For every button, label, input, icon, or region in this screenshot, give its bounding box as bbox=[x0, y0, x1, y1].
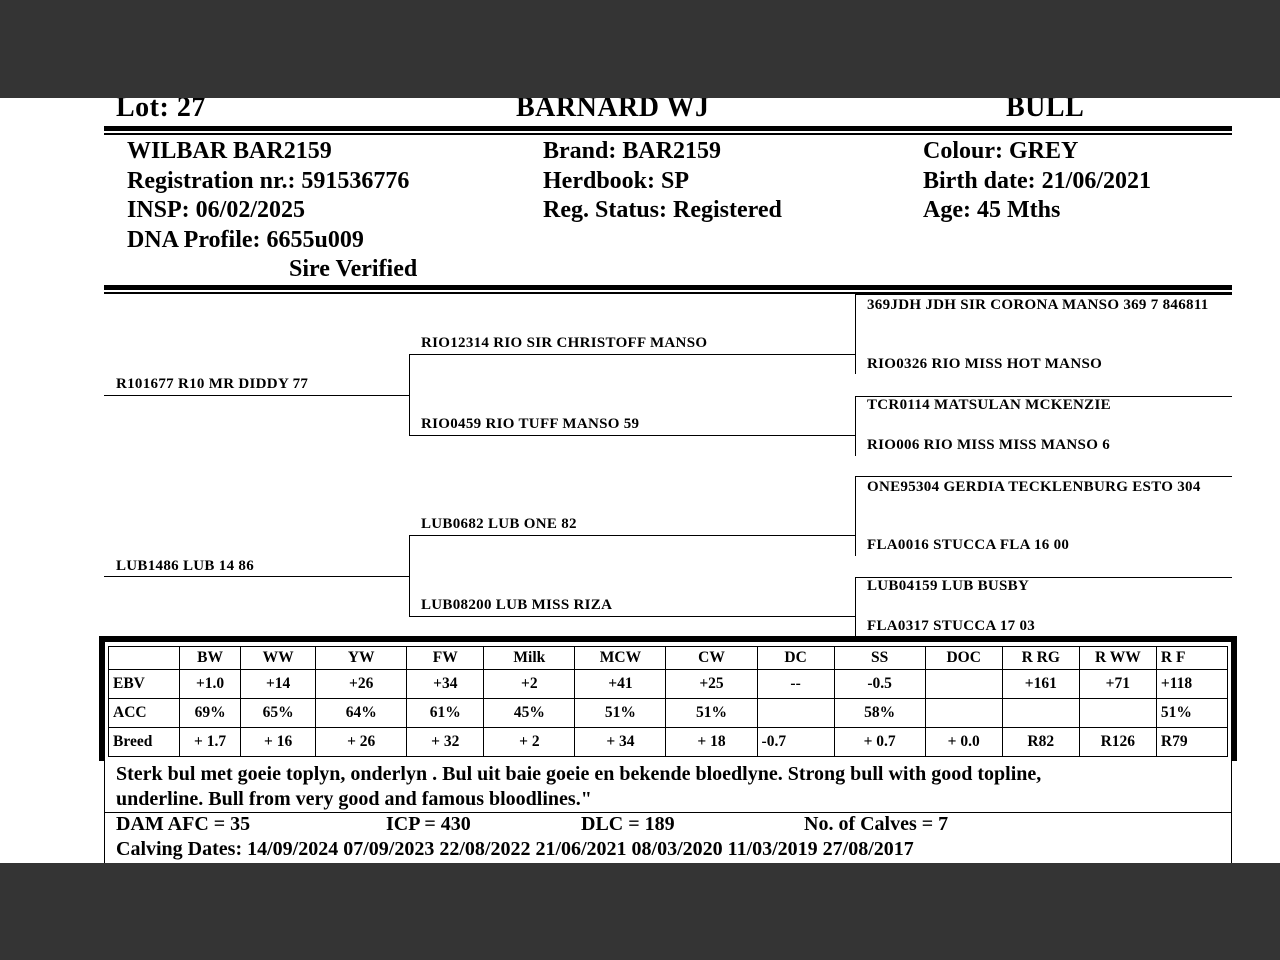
ebv-col-doc: DOC bbox=[925, 647, 1002, 670]
ebv-cell bbox=[1002, 699, 1079, 728]
pedigree-ggp-8: FLA0317 STUCCA 17 03 bbox=[867, 618, 1036, 634]
dam-afc: DAM AFC = 35 bbox=[116, 813, 251, 835]
pedigree-ggp-2: RIO0326 RIO MISS HOT MANSO bbox=[867, 356, 1103, 372]
calving-dates: Calving Dates: 14/09/2024 07/09/2023 22/08/2022 21/06/2021 08/03/2020 11/03/2019 27/08/2017 bbox=[116, 838, 914, 860]
pedigree-line bbox=[409, 535, 856, 536]
pedigree-line bbox=[855, 577, 856, 637]
header-rule-thick bbox=[104, 126, 1232, 131]
pedigree-line bbox=[409, 354, 856, 355]
pedigree-ggp-1: 369JDH JDH SIR CORONA MANSO 369 7 846811 bbox=[867, 297, 1209, 313]
ebv-cell: 51% bbox=[666, 699, 757, 728]
ebv-col-dc: DC bbox=[757, 647, 834, 670]
ebv-col-ss: SS bbox=[834, 647, 925, 670]
ebv-cell: + 16 bbox=[241, 728, 316, 757]
pedigree-sire-sire: RIO12314 RIO SIR CHRISTOFF MANSO bbox=[421, 335, 708, 351]
brand: Brand: BAR2159 bbox=[543, 138, 722, 164]
ebv-col-yw: YW bbox=[316, 647, 407, 670]
animal-info-col3 bbox=[923, 137, 1151, 226]
pedigree-line bbox=[104, 576, 410, 577]
ebv-cell: 65% bbox=[241, 699, 316, 728]
pedigree-line bbox=[104, 395, 410, 396]
pedigree-line bbox=[855, 476, 1232, 477]
pedigree-line bbox=[855, 396, 856, 456]
ebv-cell: + 26 bbox=[316, 728, 407, 757]
inspection-date: INSP: 06/02/2025 bbox=[127, 197, 306, 224]
ebv-cell: +41 bbox=[575, 670, 666, 699]
dna-profile: DNA Profile: 6655u009 bbox=[127, 226, 364, 253]
ebv-cell: EBV bbox=[109, 670, 180, 699]
pedigree-ggp-6: FLA0016 STUCCA FLA 16 00 bbox=[867, 537, 1070, 553]
dam-dlc: DLC = 189 bbox=[581, 813, 675, 835]
ebv-cell: ACC bbox=[109, 699, 180, 728]
registration-number: Registration nr.: 591536776 bbox=[127, 167, 410, 194]
lot-card bbox=[0, 98, 1280, 863]
dam-icp: ICP = 430 bbox=[386, 813, 471, 835]
pedigree-ggp-4: RIO006 RIO MISS MISS MANSO 6 bbox=[867, 437, 1111, 453]
comment-text bbox=[116, 762, 1041, 812]
pedigree-line bbox=[409, 616, 856, 617]
ebv-cell: 64% bbox=[316, 699, 407, 728]
info-rule-thick bbox=[104, 285, 1232, 290]
ebv-col-rrg: R RG bbox=[1002, 647, 1079, 670]
pedigree-dam-sire: LUB0682 LUB ONE 82 bbox=[421, 516, 577, 532]
animal-name: WILBAR BAR2159 bbox=[127, 138, 332, 164]
pedigree-ggp-7: LUB04159 LUB BUSBY bbox=[867, 578, 1030, 594]
ebv-cell: + 0.0 bbox=[925, 728, 1002, 757]
pedigree-line bbox=[855, 476, 856, 556]
ebv-cell: + 34 bbox=[575, 728, 666, 757]
ebv-cell: 61% bbox=[407, 699, 484, 728]
ebv-col-mcw: MCW bbox=[575, 647, 666, 670]
ebv-cell: +25 bbox=[666, 670, 757, 699]
ebv-cell: R82 bbox=[1002, 728, 1079, 757]
pedigree-dam: LUB1486 LUB 14 86 bbox=[116, 558, 255, 574]
ebv-cell: R79 bbox=[1156, 728, 1227, 757]
dam-calves: No. of Calves = 7 bbox=[804, 813, 949, 835]
ebv-cell: +14 bbox=[241, 670, 316, 699]
ebv-cell: 51% bbox=[1156, 699, 1227, 728]
ebv-col-rww: R WW bbox=[1079, 647, 1156, 670]
ebv-col-fw: FW bbox=[407, 647, 484, 670]
pedigree-dam-dam: LUB08200 LUB MISS RIZA bbox=[421, 597, 613, 613]
pedigree-line bbox=[855, 396, 1232, 397]
animal-category: BULL bbox=[1006, 98, 1085, 123]
ebv-cell: + 18 bbox=[666, 728, 757, 757]
reg-status: Reg. Status: Registered bbox=[543, 197, 782, 224]
pedigree-line bbox=[855, 294, 1232, 295]
ebv-cell: -0.5 bbox=[834, 670, 925, 699]
comment-line-2: underline. Bull from very good and famous bloodlines." bbox=[116, 788, 592, 810]
pedigree-sire: R101677 R10 MR DIDDY 77 bbox=[116, 376, 309, 392]
age: Age: 45 Mths bbox=[923, 197, 1061, 224]
ebv-cell: 45% bbox=[484, 699, 575, 728]
ebv-cell: + 2 bbox=[484, 728, 575, 757]
ebv-cell: 58% bbox=[834, 699, 925, 728]
ebv-cell: +71 bbox=[1079, 670, 1156, 699]
birth-date: Birth date: 21/06/2021 bbox=[923, 167, 1151, 194]
ebv-col-rf: R F bbox=[1156, 647, 1227, 670]
pedigree-line bbox=[409, 536, 410, 617]
pedigree-line bbox=[855, 294, 856, 374]
ebv-cell: +34 bbox=[407, 670, 484, 699]
ebv-cell: +26 bbox=[316, 670, 407, 699]
ebv-cell: 51% bbox=[575, 699, 666, 728]
ebv-cell: -- bbox=[757, 670, 834, 699]
pedigree-ggp-5: ONE95304 GERDIA TECKLENBURG ESTO 304 bbox=[867, 479, 1201, 495]
ebv-col-cw: CW bbox=[666, 647, 757, 670]
lot-number: Lot: 27 bbox=[116, 98, 206, 123]
ebv-cell: + 0.7 bbox=[834, 728, 925, 757]
ebv-cell: +2 bbox=[484, 670, 575, 699]
pedigree-line bbox=[409, 355, 410, 435]
pedigree-line bbox=[409, 435, 856, 436]
ebv-header-row bbox=[109, 647, 1228, 670]
ebv-cell: + 32 bbox=[407, 728, 484, 757]
ebv-frame-top bbox=[99, 636, 1237, 642]
ebv-col-milk: Milk bbox=[484, 647, 575, 670]
ebv-frame-right bbox=[1231, 636, 1237, 761]
ebv-cell bbox=[925, 699, 1002, 728]
ebv-row-breed bbox=[109, 728, 1228, 757]
ebv-cell bbox=[757, 699, 834, 728]
animal-info-col1 bbox=[127, 137, 417, 285]
herdbook: Herdbook: SP bbox=[543, 167, 690, 194]
pedigree-line bbox=[855, 577, 1232, 578]
ebv-cell: Breed bbox=[109, 728, 180, 757]
ebv-col-bw: BW bbox=[180, 647, 241, 670]
ebv-table bbox=[108, 646, 1228, 757]
ebv-frame-left bbox=[99, 636, 105, 761]
header-rule-thin bbox=[104, 133, 1232, 135]
ebv-cell: -0.7 bbox=[757, 728, 834, 757]
ebv-cell: + 1.7 bbox=[180, 728, 241, 757]
colour: Colour: GREY bbox=[923, 138, 1079, 164]
animal-info-col2 bbox=[543, 137, 782, 226]
ebv-col-blank bbox=[109, 647, 180, 670]
ebv-cell: R126 bbox=[1079, 728, 1156, 757]
ebv-cell: +118 bbox=[1156, 670, 1227, 699]
ebv-cell: 69% bbox=[180, 699, 241, 728]
comment-line-1: Sterk bul met goeie toplyn, onderlyn . Bul uit baie goeie en bekende bloedlyne. Strong bull with good topline, bbox=[116, 763, 1042, 785]
ebv-row-ebv bbox=[109, 670, 1228, 699]
pedigree-sire-dam: RIO0459 RIO TUFF MANSO 59 bbox=[421, 416, 640, 432]
sire-verified: Sire Verified bbox=[289, 256, 418, 283]
ebv-row-acc bbox=[109, 699, 1228, 728]
ebv-cell bbox=[925, 670, 1002, 699]
ebv-cell: +161 bbox=[1002, 670, 1079, 699]
seller-name: BARNARD WJ bbox=[516, 98, 710, 123]
ebv-cell: +1.0 bbox=[180, 670, 241, 699]
ebv-col-ww: WW bbox=[241, 647, 316, 670]
ebv-cell bbox=[1079, 699, 1156, 728]
pedigree-ggp-3: TCR0114 MATSULAN MCKENZIE bbox=[867, 397, 1111, 413]
